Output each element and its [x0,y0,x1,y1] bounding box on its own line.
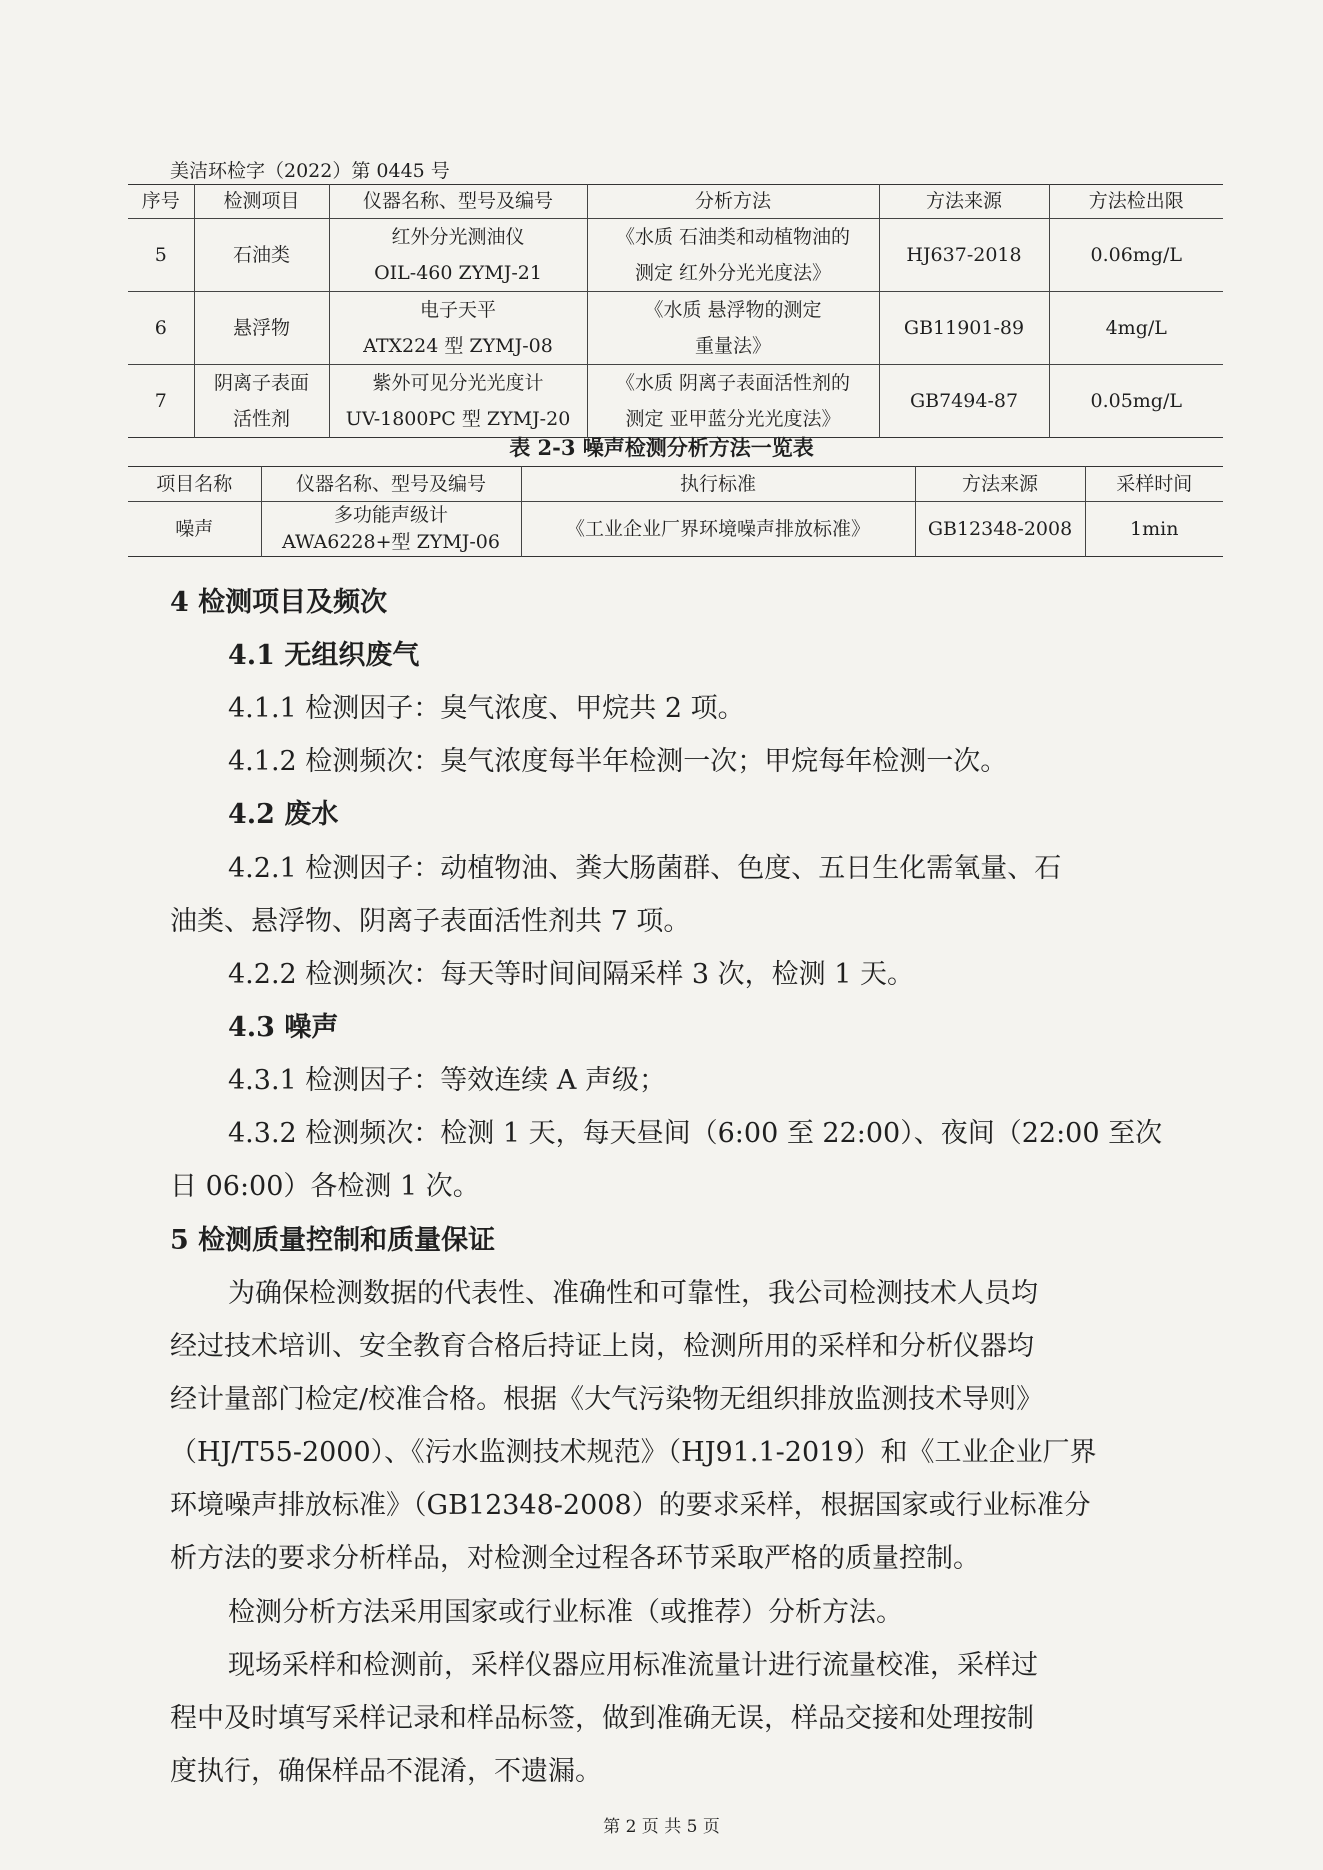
header-time: 采样时间 [1085,467,1223,502]
paragraph-5-line: （HJ/T55-2000）、《污水监测技术规范》（HJ91.1-2019）和《工业企业厂界 [170,1437,1097,1468]
paragraph-4-1-2: 4.1.2 检测频次：臭气浓度每半年检测一次；甲烷每年检测一次。 [228,746,1008,777]
row-source: GB12348-2008 [915,502,1085,557]
paragraph-4-3-2: 4.3.2 检测频次：检测 1 天，每天昼间（6:00 至 22:00）、夜间（22:00 至次 [228,1118,1163,1149]
section-heading-4: 4 检测项目及频次 [170,587,388,618]
paragraph-5-sampling-line: 程中及时填写采样记录和样品标签，做到准确无误，样品交接和处理按制 [170,1703,1034,1734]
paragraph-5-line: 为确保检测数据的代表性、准确性和可靠性，我公司检测技术人员均 [228,1278,1038,1309]
method-line: 《水质 石油类和动植物油的 [615,226,851,248]
subsection-heading-4-3: 4.3 噪声 [228,1012,339,1043]
row-item [194,219,329,292]
row-no: 5 [128,219,194,292]
row-instrument [329,365,587,438]
row-no: 6 [128,292,194,365]
table-row [128,292,1223,365]
row-source: HJ637-2018 [879,219,1049,292]
table-row [128,502,1223,557]
paragraph-5-line: 经计量部门检定/校准合格。根据《大气污染物无组织排放监测技术导则》 [170,1384,1044,1415]
row-limit: 4mg/L [1049,292,1223,365]
row-method [587,365,879,438]
row-source: GB11901-89 [879,292,1049,365]
paragraph-4-1-1: 4.1.1 检测因子：臭气浓度、甲烷共 2 项。 [228,693,745,724]
paragraph-5-line: 析方法的要求分析样品，对检测全过程各环节采取严格的质量控制。 [170,1543,980,1574]
page-number: 第 2 页 共 5 页 [603,1817,720,1837]
section-heading-5: 5 检测质量控制和质量保证 [170,1225,496,1256]
paragraph-5-line: 环境噪声排放标准》（GB12348-2008）的要求采样，根据国家或行业标准分 [170,1490,1091,1521]
paragraph-5-methods: 检测分析方法采用国家或行业标准（或推荐）分析方法。 [228,1597,903,1628]
row-method [587,292,879,365]
table-header-row [128,185,1223,219]
row-time: 1min [1085,502,1223,557]
paragraph-4-2-1: 4.2.1 检测因子：动植物油、粪大肠菌群、色度、五日生化需氧量、石 [228,853,1062,884]
instrument-line: ATX224 型 ZYMJ-08 [363,335,553,357]
row-item [194,365,329,438]
row-method [587,219,879,292]
method-line: 测定 亚甲蓝分光光度法》 [625,408,841,430]
instrument-line: OIL-460 ZYMJ-21 [374,262,542,284]
header-instrument: 仪器名称、型号及编号 [261,467,521,502]
row-source: GB7494-87 [879,365,1049,438]
table-row [128,365,1223,438]
header-item: 项目名称 [128,467,261,502]
table-header-row [128,467,1223,502]
method-line: 《水质 阴离子表面活性剂的 [615,372,851,394]
row-instrument [329,292,587,365]
item-line: 石油类 [232,244,290,266]
paragraph-4-3-2-cont: 日 06:00）各检测 1 次。 [170,1171,480,1202]
header-method: 分析方法 [587,185,879,219]
noise-method-table [128,466,1223,557]
header-no: 序号 [128,185,194,219]
header-item: 检测项目 [194,185,329,219]
item-line: 阴离子表面 [213,372,309,394]
item-line: 悬浮物 [232,317,290,339]
row-instrument [329,219,587,292]
table-caption: 表 2-3 噪声检测分析方法一览表 [509,435,814,460]
instrument-line: UV-1800PC 型 ZYMJ-20 [345,408,571,430]
header-source: 方法来源 [915,467,1085,502]
paragraph-5-line: 经过技术培训、安全教育合格后持证上岗，检测所用的采样和分析仪器均 [170,1331,1034,1362]
row-item: 噪声 [128,502,261,557]
paragraph-5-sampling-line: 现场采样和检测前，采样仪器应用标准流量计进行流量校准，采样过 [228,1650,1038,1681]
paragraph-4-2-1-cont: 油类、悬浮物、阴离子表面活性剂共 7 项。 [170,906,691,937]
method-table [128,184,1223,438]
header-limit: 方法检出限 [1049,185,1223,219]
document-number: 美洁环检字（2022）第 0445 号 [170,160,450,182]
row-limit: 0.06mg/L [1049,219,1223,292]
header-instrument: 仪器名称、型号及编号 [329,185,587,219]
header-standard: 执行标准 [521,467,915,502]
paragraph-4-3-1: 4.3.1 检测因子：等效连续 A 声级； [228,1065,666,1096]
header-source: 方法来源 [879,185,1049,219]
instrument-line: 多功能声级计 [333,504,448,526]
instrument-line: 电子天平 [419,299,496,321]
row-standard: 《工业企业厂界环境噪声排放标准》 [521,502,915,557]
paragraph-4-2-2: 4.2.2 检测频次：每天等时间间隔采样 3 次，检测 1 天。 [228,959,914,990]
method-line: 重量法》 [694,335,771,357]
method-line: 《水质 悬浮物的测定 [644,299,822,321]
item-line: 活性剂 [232,408,290,430]
row-no: 7 [128,365,194,438]
table-row [128,219,1223,292]
instrument-line: AWA6228+型 ZYMJ-06 [282,531,500,553]
subsection-heading-4-1: 4.1 无组织废气 [228,640,420,671]
method-line: 测定 红外分光光度法》 [634,262,832,284]
subsection-heading-4-2: 4.2 废水 [228,799,339,830]
row-item [194,292,329,365]
paragraph-5-sampling-line: 度执行，确保样品不混淆，不遗漏。 [170,1756,602,1787]
row-limit: 0.05mg/L [1049,365,1223,438]
instrument-line: 红外分光测油仪 [391,226,525,248]
row-instrument [261,502,521,557]
instrument-line: 紫外可见分光光度计 [372,372,544,394]
